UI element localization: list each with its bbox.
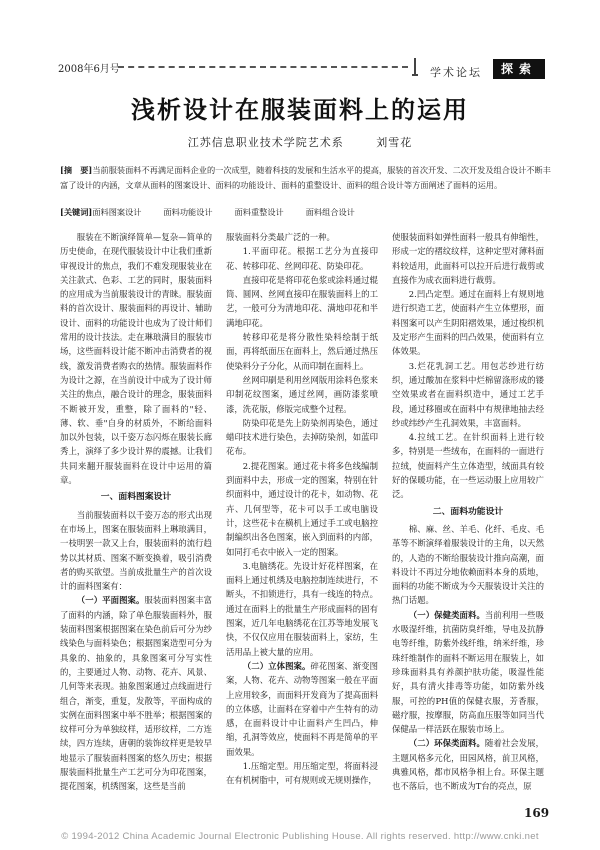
header-section: 学术论坛 — [430, 66, 482, 79]
paragraph — [60, 593, 212, 793]
paragraph: 3.烂花乳洞工艺。用包芯纱进行纺织，通过酸加在浆料中烂棉留涤形成的镂空效果或者在面料织造中，通过工艺手段，通过移圈或在面料中有规律地抽去经纱或纬纱产生孔洞效果，丰富面料。 — [392, 360, 544, 428]
paragraph-text: 随着社会发展，主题风格多元化，田园风格，前卫风格，典雅风格，都市风格争相上台。环保主题也不落后，也不断成为T台的亮点，原 — [392, 738, 545, 792]
column-2 — [226, 230, 378, 788]
abstract-text: 当前服装面料不再满足面料企业的一次成型，随着科技的发展和生活水平的提高，服装的首次开发、二次开发及组合设计不断丰富了设计的内涵，文章从面料的图案设计、面料的功能设计、面料的重整设计、面料的组合设计等方面阐述了面料的运用。 — [60, 165, 551, 190]
column-3 — [392, 230, 544, 794]
keywords-label: [关键词] — [60, 207, 93, 217]
subsection-heading: （二）环保类面料。 — [408, 738, 485, 749]
paragraph: 丝网印刷是利用丝网版用涂料色浆来印制花纹图案，通过丝网，画防漆浆喷漆，洗花版，修版完成整个过程。 — [226, 374, 378, 414]
paragraph: 1.压缩定型。用压缩定型，将面料浸在有机树脂中，可有规则或无规则操作， — [226, 760, 378, 786]
paragraph-text: 服装面料图案丰富了面料的内涵，除了单色服装面料外，服装面料图案根据图案在染色前后可分为纱线染色与面料染色；根据图案造型可分为具象的、抽象的，具象图案可分写实性的，主要通过人物、动物、花卉、风景、几何等来表现。抽象图案通过点线面进行组合，渐变，重复，发散等，平面构成的实例在面料图案中举不胜举；根据图案的纹样可分为单独纹样，适形纹样，二方连续，四方连续，唐朝的装饰纹样更是较早地显示了服装面料图案的悠久历史；根据服装面料批量生产工艺可分为印花图案，提花图案，机绣图案，这些是当前 — [60, 595, 213, 792]
subsection-heading: （一）平面图案。 — [76, 595, 145, 606]
author-affiliation: 江苏信息职业技术学院艺术系 — [187, 136, 344, 149]
page-number: 169 — [524, 806, 550, 820]
paragraph: 直接印花是将印花色浆或涂料通过辊筒、圆网、丝网直接印在服装面料上的工艺，一般可分为清地印花、满地印花和半满地印花。 — [226, 274, 378, 328]
header-badge: 探索 — [493, 59, 545, 79]
section-heading: 一、面料图案设计 — [100, 492, 172, 503]
paragraph: 防染印花是先上防染剂再染色，通过蜡印技术进行染色，去掉防染剂，如蓝印花布。 — [226, 417, 378, 457]
subsection-heading: （一）保健类面料。 — [408, 609, 485, 620]
paragraph: 服装面料分类最广泛的一种。 — [226, 232, 335, 242]
subsection-heading: （二）立体图案。 — [242, 660, 311, 671]
paragraph: 转移印花是将分散性染料绘制于纸面，再将纸面压在面料上，然后通过热压使染料分子分化，从而印制在面料上。 — [226, 332, 378, 371]
paragraph-text: 碎花图案、渐变图案，人物、花卉、动物等图案一般在平面上应用较多，而面料开发商为了提高面料的立体感，让面料在穿着中产生特有的动感，在面料设计中让面料产生凹凸，伸缩，孔洞等效应，使面料不再是简单的平面效果。 — [226, 660, 379, 757]
paragraph: 使服装面料如弹性面料一般具有伸缩性，形成一定的褶纹纹样，这种定型对薄料面料较适用，此面料可以拉开后进行裁剪或直接作为成衣面料进行裁剪。 — [392, 232, 544, 285]
abstract — [60, 163, 552, 193]
paragraph: 当前服装面料以千姿万态的形式出现在市场上，图案在服装面料上琳琅满目，一枝明罢一款又上台，服装面料的流行趋势以其材质、图案不断变换着，吸引消费者的购买欲望。当前成批量生产的首次设计的面料图案有： — [60, 509, 212, 592]
keyword: 面料功能设计 — [163, 207, 213, 217]
paragraph — [392, 608, 544, 737]
keyword: 面料组合设计 — [305, 207, 355, 217]
paragraph: 2.提花图案。通过花卡将多色线编制到面料中去，形成一定的图案，特别在针织面料中，通过设计的花卡，如动物、花卉、几何型等，花卡可以手工或电脑设计，这些花卡在横机上通过手工或电脑控制编织出各色图案，嵌入到面料的内部，如同打毛衣中嵌入一定的图案。 — [226, 460, 378, 557]
header-bar-foot — [412, 74, 418, 76]
paragraph: 3.电脑绣花。先设计好花样图案，在面料上通过机绣及电脑控制连续进行，不断头，不扣锁进行，具有一线连的特点。通过在面料上的批量生产形成面料的固有图案，近几年电脑绣花在江苏等地发展飞快，不仅仅应用在服装面料上，家纺，生活用品上被大量的应用。 — [226, 560, 378, 657]
paragraph — [392, 736, 544, 793]
paragraph: 棉、麻、丝、羊毛、化纤、毛皮、毛革等不断演绎着服装设计的主角，以天然的，人造的不断给服装设计推向高潮，面料设计不再过分地依赖面料本身的质地，面料的功能不断成为今天服装设计关注的热门话题。 — [392, 523, 544, 606]
authors — [0, 134, 600, 150]
paragraph — [226, 659, 378, 759]
keyword: 面料图案设计 — [92, 207, 142, 217]
keywords — [60, 206, 552, 219]
copyright-footer: © 1994-2012 China Academic Journal Electronic Publishing House. All rights reserved. http://www.cnki.net — [61, 831, 539, 842]
header-dashed-rule — [118, 66, 408, 68]
paragraph: 2.凹凸定型。通过在面料上有规则地进行织造工艺，使面料产生立体塑形，面料图案可以产生阴阳褶效果，通过梭织机及定形产生面料的凹凸效果，使面料有立体效果。 — [392, 289, 544, 357]
article-title: 浅析设计在服装面料上的运用 — [131, 95, 469, 124]
paragraph-text: 当前利用一些吸水吸湿纤维，抗菌防臭纤维，导电及抗静电等纤维，防紫外线纤维，纳米纤维，珍珠纤维制作的面料不断运用在服装上，如珍珠面料具有养颜护肤功能，吸湿性能好，具有清火排毒等功能，如防紫外线服，可控的PH值的保健衣服，芳香服，磁疗服，按摩服，防高血压服等如同当代保健品一样活跃在服装市场上。 — [392, 609, 545, 735]
paragraph: 服装在不断演绎简单—复杂—简单的历史使命，在现代服装设计中让我们重新审视设计的焦点，我们不难发现服装业在关注款式、色彩、工艺的同时，服装面料的应用成为当前服装设计的青睐。服装面料的首次设计、服装面料的再设计、辅助设计、面料的功能设计也成为了设计师们常用的设计技法。走在琳琅满目的服装市场，这些面料设计能不断冲击消费者的视线，激发消费者购衣的热情。服装面料作为设计之源，在当前设计中成为了设计师关注的焦点，融合设计的理念，服装面料不断被开发，重整，除了面料的"轻、薄、软、垂"自身的材质外，不断给面料加以外包装，以千姿万态闪烁在服装长廊秀上，演绎了多少设计界的震撼。让我们共同来翻开服装面料在设计中运用的篇章。 — [60, 232, 212, 486]
paragraph: 1.平面印花。根据工艺分为直接印花、转移印花、丝网印花、防染印花。 — [226, 246, 378, 271]
abstract-label: [摘 要] — [60, 165, 93, 175]
author-name: 刘雪花 — [376, 136, 413, 149]
keyword: 面料重整设计 — [234, 207, 284, 217]
section-heading: 二、面料功能设计 — [432, 506, 504, 517]
column-1 — [60, 230, 212, 794]
header-date: 2008年6月号 — [58, 64, 120, 75]
paragraph: 4.拉绒工艺。在针织面料上进行较多，特别是一些绒布，在面料的一面进行拉绒，使面料产生立体造型，绒面具有较好的保暖功能，在一些运动服上应用较广泛。 — [392, 432, 544, 500]
